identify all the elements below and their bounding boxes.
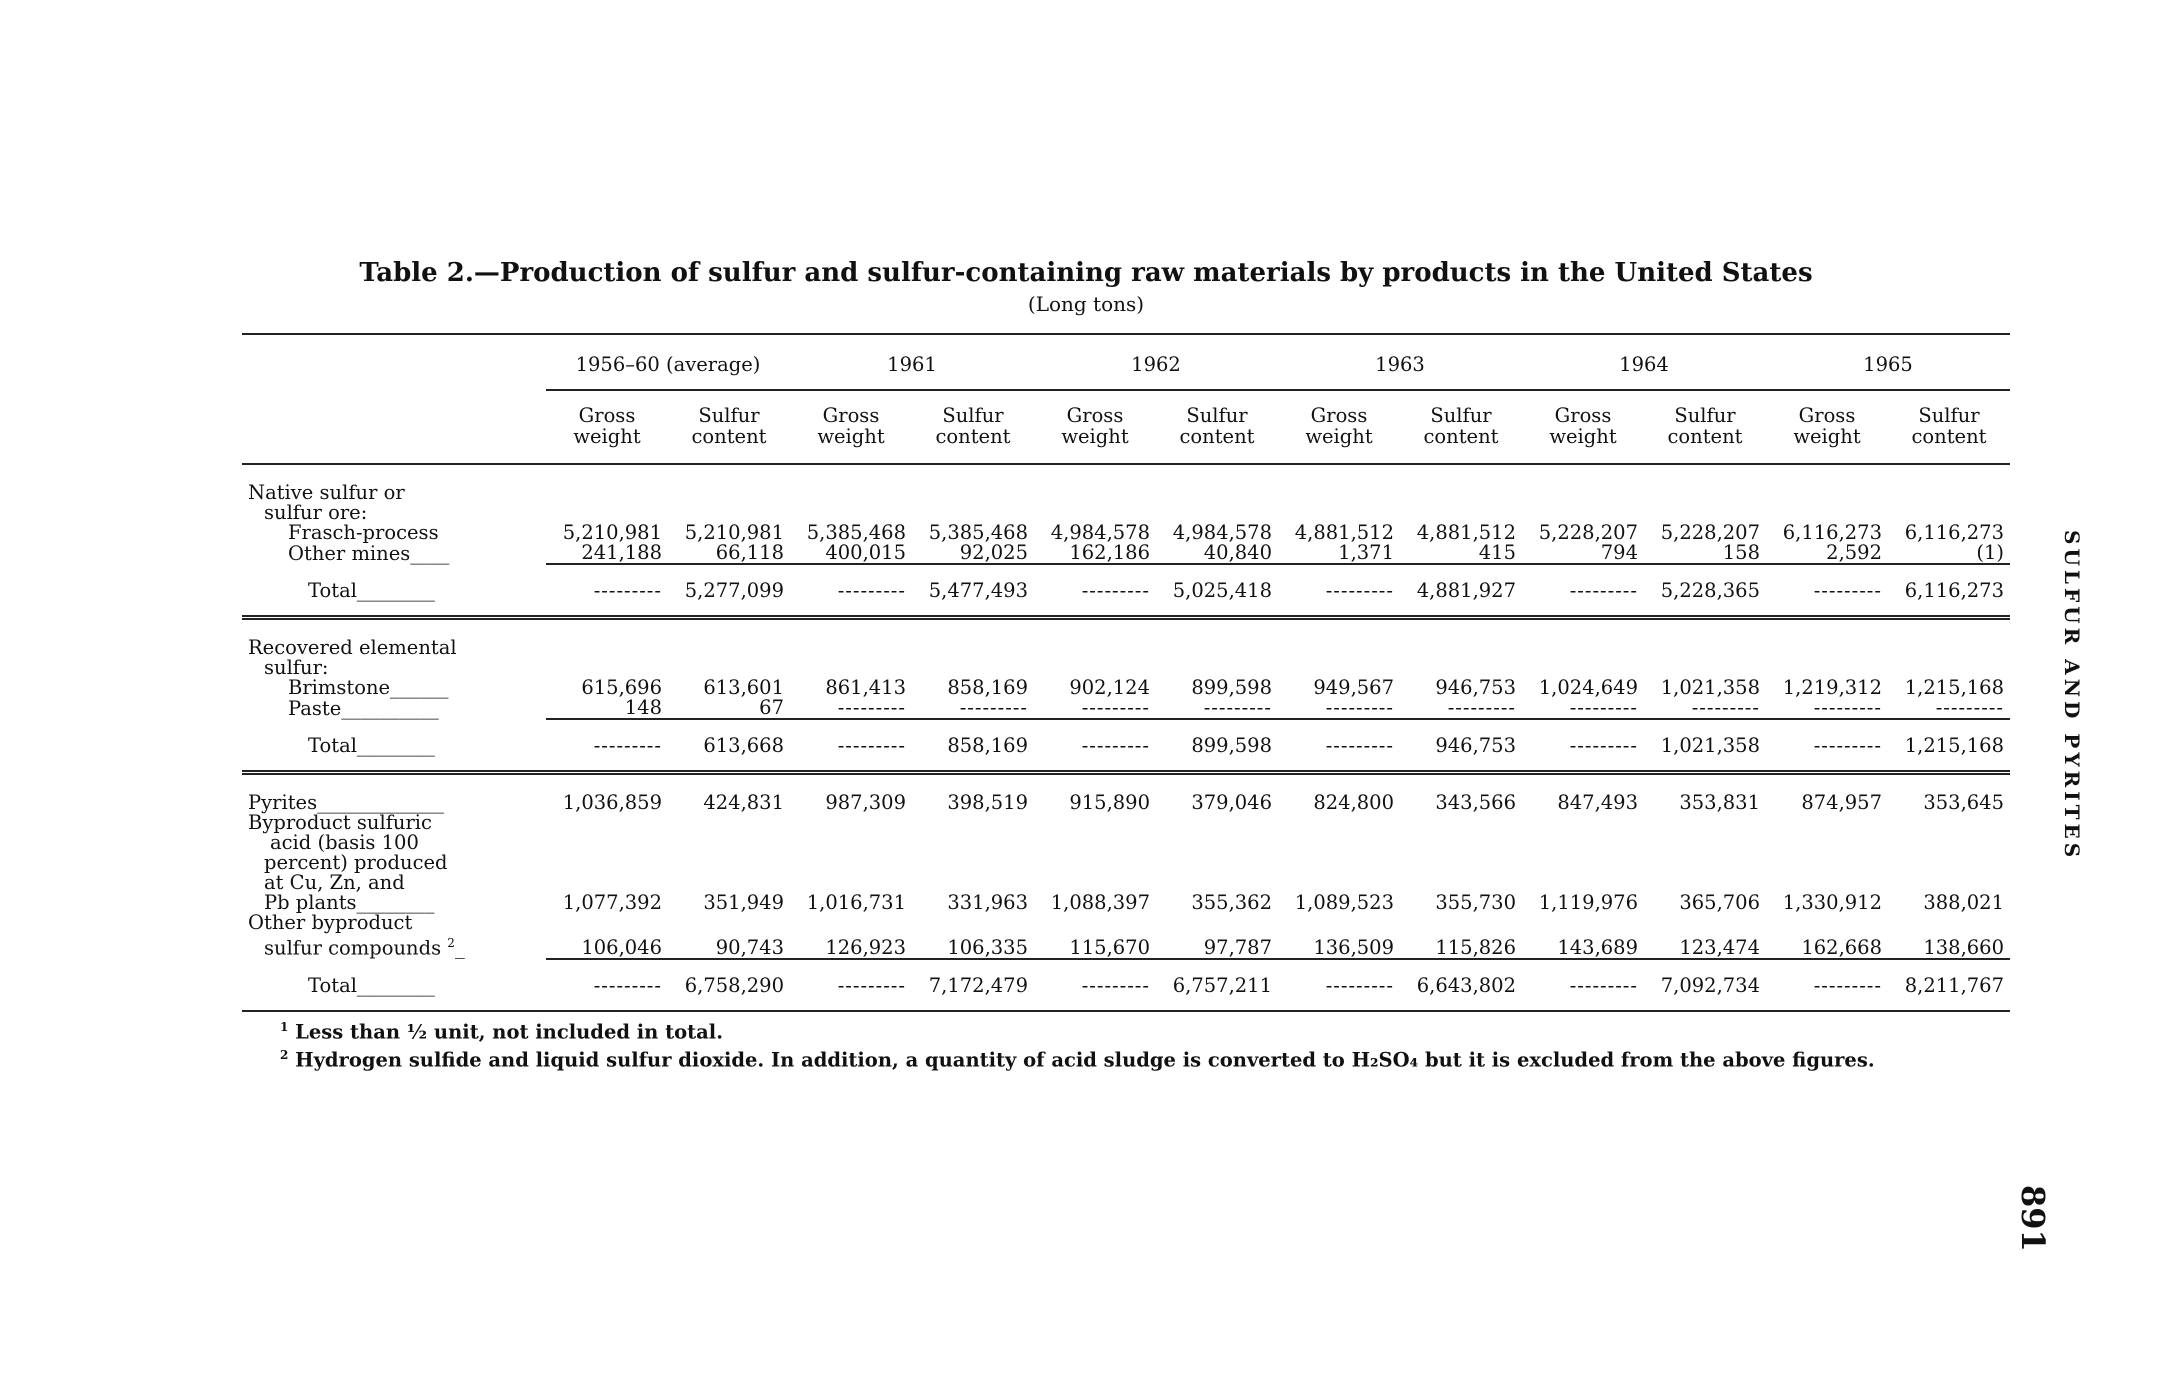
dash-cell: --------- <box>790 959 912 1011</box>
table-cell: 67 <box>759 696 784 719</box>
table-cell: 858,169 <box>912 719 1034 773</box>
row-label: Native sulfur or <box>248 481 405 504</box>
table-cell: 847,493 <box>1557 791 1638 814</box>
table-cell: 1,219,312 <box>1782 676 1882 699</box>
table-cell: 398,519 <box>947 791 1028 814</box>
dash-cell: --------- <box>546 564 668 618</box>
dash-cell: --------- <box>1813 696 1882 719</box>
table-cell: 106,046 <box>581 935 662 959</box>
section-heading-row <box>242 618 2010 659</box>
table-cell: 424,831 <box>703 791 784 814</box>
table-cell: 66,118 <box>715 541 784 564</box>
dash-cell: --------- <box>1766 959 1888 1011</box>
table-cell: 915,890 <box>1069 791 1150 814</box>
row-label: sulfur: <box>264 656 329 679</box>
table-cell: 355,362 <box>1191 891 1272 914</box>
gross-weight-header: Gross weight <box>790 390 912 464</box>
year-header: 1962 <box>1034 334 1278 390</box>
table-cell: 5,477,493 <box>912 564 1034 618</box>
dash-cell: --------- <box>1766 564 1888 618</box>
dash-cell: --------- <box>1522 719 1644 773</box>
table-cell: 5,385,468 <box>928 521 1028 544</box>
table-cell: 92,025 <box>959 541 1028 564</box>
table-cell: 1,330,912 <box>1782 891 1882 914</box>
table-row <box>242 773 2010 814</box>
year-header: 1956–60 (average) <box>546 334 790 390</box>
table-cell: 1,021,358 <box>1660 676 1760 699</box>
table-cell: 4,984,578 <box>1172 521 1272 544</box>
table-cell: 351,949 <box>703 891 784 914</box>
table-cell: 106,335 <box>947 935 1028 959</box>
table-cell: 148 <box>624 696 662 719</box>
row-label: sulfur ore: <box>264 501 368 524</box>
dash-cell: --------- <box>1278 719 1400 773</box>
table-cell: 115,826 <box>1435 935 1516 959</box>
dash-cell: --------- <box>837 696 906 719</box>
production-table <box>242 333 2010 1012</box>
table-cell: 5,385,468 <box>806 521 906 544</box>
table-cell: 115,670 <box>1069 935 1150 959</box>
table-cell: 136,509 <box>1313 935 1394 959</box>
table-cell: 1,119,976 <box>1538 891 1638 914</box>
gross-weight-header: Gross weight <box>1278 390 1400 464</box>
table-cell: 613,601 <box>703 676 784 699</box>
table-row <box>242 813 2010 913</box>
dash-cell: --------- <box>1447 696 1516 719</box>
table-row <box>242 523 2010 543</box>
row-label: Total________ <box>242 719 546 773</box>
table-cell: 1,371 <box>1338 541 1394 564</box>
sulfur-content-header: Sulfur content <box>1156 390 1278 464</box>
row-label: Recovered elemental <box>248 636 457 659</box>
table-cell: (1) <box>1976 541 2004 564</box>
table-cell: 7,092,734 <box>1644 959 1766 1011</box>
table-cell: 1,088,397 <box>1050 891 1150 914</box>
row-label: Pyrites_____________ <box>248 791 444 814</box>
table-cell: 158 <box>1722 541 1760 564</box>
footnotes <box>280 1016 1875 1071</box>
table-cell: 5,210,981 <box>562 521 662 544</box>
table-cell: 6,643,802 <box>1400 959 1522 1011</box>
dash-cell: --------- <box>1034 564 1156 618</box>
table-cell: 6,757,211 <box>1156 959 1278 1011</box>
table-cell: 6,116,273 <box>1782 521 1882 544</box>
table-cell: 1,036,859 <box>562 791 662 814</box>
table-cell: 8,211,767 <box>1888 959 2010 1011</box>
table-cell: 902,124 <box>1069 676 1150 699</box>
table-cell: 331,963 <box>947 891 1028 914</box>
footnote-1: $^1$ Less than ½ unit, not included in total. <box>280 1020 723 1044</box>
year-header: 1964 <box>1522 334 1766 390</box>
table-cell: 353,645 <box>1923 791 2004 814</box>
sulfur-content-header: Sulfur content <box>1644 390 1766 464</box>
row-label: Other mines____ <box>288 542 450 565</box>
table-cell: 946,753 <box>1435 676 1516 699</box>
sulfur-content-header: Sulfur content <box>1888 390 2010 464</box>
grand-total-row <box>242 959 2010 1011</box>
stub-header <box>242 334 546 390</box>
table-cell: 97,787 <box>1203 935 1272 959</box>
dash-cell: --------- <box>546 959 668 1011</box>
table-cell: 126,923 <box>825 935 906 959</box>
sulfur-content-header: Sulfur content <box>1400 390 1522 464</box>
table-cell: 6,116,273 <box>1888 564 2010 618</box>
table-cell: 5,025,418 <box>1156 564 1278 618</box>
year-header-row <box>242 334 2010 390</box>
table-cell: 874,957 <box>1801 791 1882 814</box>
dash-cell: --------- <box>1278 959 1400 1011</box>
table-cell: 946,753 <box>1400 719 1522 773</box>
row-label: Total________ <box>242 959 546 1011</box>
table-cell: 90,743 <box>715 935 784 959</box>
row-label: Paste__________ <box>288 697 439 720</box>
dash-cell: --------- <box>1766 719 1888 773</box>
table-cell: 123,474 <box>1679 935 1760 959</box>
table-cell: 2,592 <box>1826 541 1882 564</box>
total-row <box>242 719 2010 773</box>
table-cell: 138,660 <box>1923 935 2004 959</box>
subheader-row <box>242 390 2010 464</box>
table-cell: 343,566 <box>1435 791 1516 814</box>
row-label: Other byproduct sulfur compounds $^2$_ <box>248 911 465 960</box>
table-cell: 400,015 <box>825 541 906 564</box>
table-cell: 5,210,981 <box>684 521 784 544</box>
dash-cell: --------- <box>790 564 912 618</box>
sulfur-content-header: Sulfur content <box>668 390 790 464</box>
section-heading-row <box>242 503 2010 523</box>
table-cell: 143,689 <box>1557 935 1638 959</box>
dash-cell: --------- <box>1034 959 1156 1011</box>
gross-weight-header: Gross weight <box>1522 390 1644 464</box>
dash-cell: --------- <box>1691 696 1760 719</box>
table-row <box>242 543 2010 564</box>
table-cell: 388,021 <box>1923 891 2004 914</box>
dash-cell: --------- <box>1522 959 1644 1011</box>
table-cell: 5,228,207 <box>1660 521 1760 544</box>
year-header: 1963 <box>1278 334 1522 390</box>
gross-weight-header: Gross weight <box>546 390 668 464</box>
table-cell: 162,186 <box>1069 541 1150 564</box>
table-cell: 40,840 <box>1203 541 1272 564</box>
dash-cell: --------- <box>1935 696 2004 719</box>
table-cell: 861,413 <box>825 676 906 699</box>
dash-cell: --------- <box>959 696 1028 719</box>
table-cell: 613,668 <box>668 719 790 773</box>
table-cell: 1,215,168 <box>1888 719 2010 773</box>
table-cell: 6,116,273 <box>1904 521 2004 544</box>
running-header: SULFUR AND PYRITES <box>2060 530 2084 862</box>
dash-cell: --------- <box>1278 564 1400 618</box>
table-cell: 1,215,168 <box>1904 676 2004 699</box>
row-label: Byproduct sulfuric acid (basis 100 percent) produced at Cu, Zn, and Pb plants________ <box>248 811 448 914</box>
gross-weight-header: Gross weight <box>1766 390 1888 464</box>
table-cell: 355,730 <box>1435 891 1516 914</box>
dash-cell: --------- <box>546 719 668 773</box>
table-cell: 5,228,365 <box>1644 564 1766 618</box>
page-number: 891 <box>2014 1185 2052 1252</box>
table-cell: 365,706 <box>1679 891 1760 914</box>
table-title: Table 2.—Production of sulfur and sulfur-containing raw materials by products in the United States <box>359 258 1813 288</box>
dash-cell: --------- <box>1081 696 1150 719</box>
dash-cell: --------- <box>790 719 912 773</box>
table-cell: 858,169 <box>947 676 1028 699</box>
table-subtitle: (Long tons) <box>1027 292 1145 316</box>
table-cell: 7,172,479 <box>912 959 1034 1011</box>
dash-cell: --------- <box>1325 696 1394 719</box>
sulfur-content-header: Sulfur content <box>912 390 1034 464</box>
table-cell: 379,046 <box>1191 791 1272 814</box>
table-cell: 415 <box>1478 541 1516 564</box>
table-cell: 794 <box>1600 541 1638 564</box>
total-row <box>242 564 2010 618</box>
gross-weight-header: Gross weight <box>1034 390 1156 464</box>
table-cell: 4,984,578 <box>1050 521 1150 544</box>
table-cell: 1,016,731 <box>806 891 906 914</box>
table-row <box>242 698 2010 719</box>
dash-cell: --------- <box>1569 696 1638 719</box>
table-cell: 987,309 <box>825 791 906 814</box>
table-cell: 241,188 <box>581 541 662 564</box>
table-cell: 1,021,358 <box>1644 719 1766 773</box>
table-cell: 1,089,523 <box>1294 891 1394 914</box>
row-label: Total________ <box>242 564 546 618</box>
table-cell: 6,758,290 <box>668 959 790 1011</box>
table-cell: 4,881,927 <box>1400 564 1522 618</box>
table-cell: 5,228,207 <box>1538 521 1638 544</box>
table-cell: 949,567 <box>1313 676 1394 699</box>
footnote-2: $^2$ Hydrogen sulfide and liquid sulfur dioxide. In addition, a quantity of acid sludge is converted to H₂SO₄ but it is excluded from the above figures. <box>280 1047 1875 1071</box>
dash-cell: --------- <box>1203 696 1272 719</box>
table-cell: 824,800 <box>1313 791 1394 814</box>
table-row <box>242 913 2010 959</box>
table-cell: 899,598 <box>1156 719 1278 773</box>
footnote-mark: 2 <box>447 936 455 950</box>
table-cell: 1,077,392 <box>562 891 662 914</box>
year-header: 1965 <box>1766 334 2010 390</box>
table-cell: 899,598 <box>1191 676 1272 699</box>
section-heading-row <box>242 464 2010 503</box>
table-cell: 162,668 <box>1801 935 1882 959</box>
table-cell: 615,696 <box>581 676 662 699</box>
table-cell: 1,024,649 <box>1538 676 1638 699</box>
section-heading-row <box>242 658 2010 678</box>
row-label: Frasch-process <box>288 521 439 544</box>
year-header: 1961 <box>790 334 1034 390</box>
table-cell: 4,881,512 <box>1416 521 1516 544</box>
table-cell: 5,277,099 <box>668 564 790 618</box>
row-label: Brimstone______ <box>288 676 449 699</box>
table-cell: 4,881,512 <box>1294 521 1394 544</box>
dash-cell: --------- <box>1034 719 1156 773</box>
dash-cell: --------- <box>1522 564 1644 618</box>
table-row <box>242 678 2010 698</box>
table-cell: 353,831 <box>1679 791 1760 814</box>
